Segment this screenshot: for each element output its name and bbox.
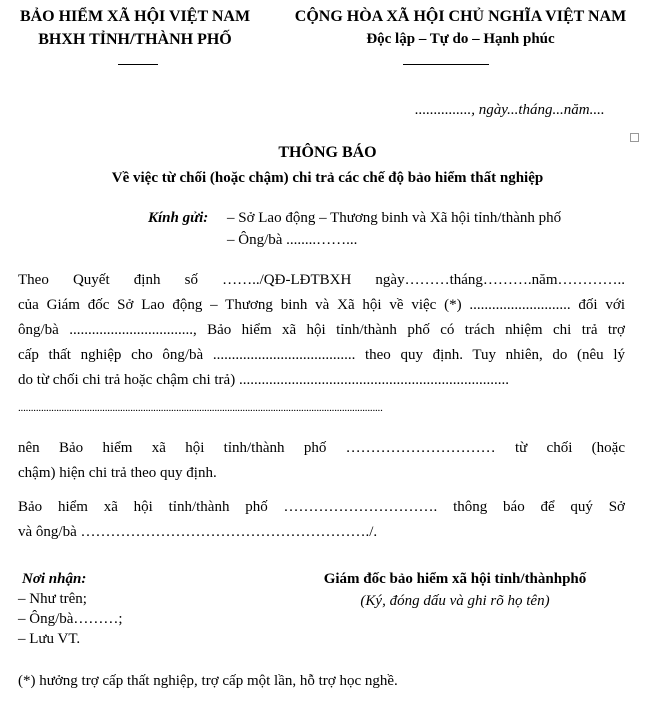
recipients-footer-item: – Ông/bà………;	[18, 611, 123, 627]
body-line: ông/bà ................................., Bảo hiểm xã hội tỉnh/thành phố có trách nhiệm chi trả trợ	[18, 322, 625, 338]
agency-branch: BHXH TỈNH/THÀNH PHỐ	[38, 31, 232, 48]
body-line: chậm) hiện chi trả theo quy định.	[18, 465, 217, 481]
dotted-line: ...............................................................................................................................................	[18, 402, 383, 414]
body-line: Theo Quyết định số ……../QĐ-LĐTBXH ngày………tháng……….năm…………..	[18, 272, 625, 288]
body-line: của Giám đốc Sở Lao động – Thương binh và Xã hội về việc (*) ........................... đối với	[18, 297, 625, 313]
date-line: ..............., ngày...tháng...năm....	[415, 102, 605, 118]
footnote: (*) hưởng trợ cấp thất nghiệp, trợ cấp một lần, hỗ trợ học nghề.	[18, 673, 398, 689]
signer-note: (Ký, đóng dấu và ghi rõ họ tên)	[360, 593, 550, 609]
recipient-1: – Sở Lao động – Thương binh và Xã hội tỉnh/thành phố	[227, 210, 562, 226]
recipients-label: Kính gửi:	[148, 210, 209, 226]
national-motto: Độc lập – Tự do – Hạnh phúc	[366, 31, 555, 47]
signer-title: Giám đốc bảo hiểm xã hội tỉnh/thànhphố	[323, 571, 587, 587]
checkbox[interactable]	[630, 133, 639, 142]
national-title: CỘNG HÒA XÃ HỘI CHỦ NGHĨA VIỆT NAM	[294, 8, 627, 25]
recipients-footer-item: – Lưu VT.	[18, 631, 81, 647]
recipient-2: – Ông/bà ........……...	[227, 232, 358, 248]
agency-name: BẢO HIỂM XÃ HỘI VIỆT NAM	[19, 8, 251, 25]
body-line: do từ chối chi trả hoặc chậm chi trả) ........................................................................	[18, 372, 509, 388]
agency-underline	[118, 64, 158, 65]
body-line: nên Bảo hiểm xã hội tỉnh/thành phố ………………………… từ chối (hoặc	[18, 440, 625, 456]
body-line: cấp thất nghiệp cho ông/bà ...................................... theo quy định. Tuy nhiên, do (nêu lý	[18, 347, 625, 363]
body-line: và ông/bà …………………………………………………./.	[18, 524, 378, 540]
body-line: Bảo hiểm xã hội tỉnh/thành phố …………………………. thông báo để quý Sở	[18, 499, 625, 515]
recipients-footer-item: – Như trên;	[18, 591, 87, 607]
recipients-footer-title: Nơi nhận:	[22, 571, 87, 587]
document-subtitle: Về việc từ chối (hoặc chậm) chi trả các chế độ bảo hiểm thất nghiệp	[111, 170, 544, 186]
motto-underline	[403, 64, 489, 65]
document-title: THÔNG BÁO	[278, 144, 377, 161]
